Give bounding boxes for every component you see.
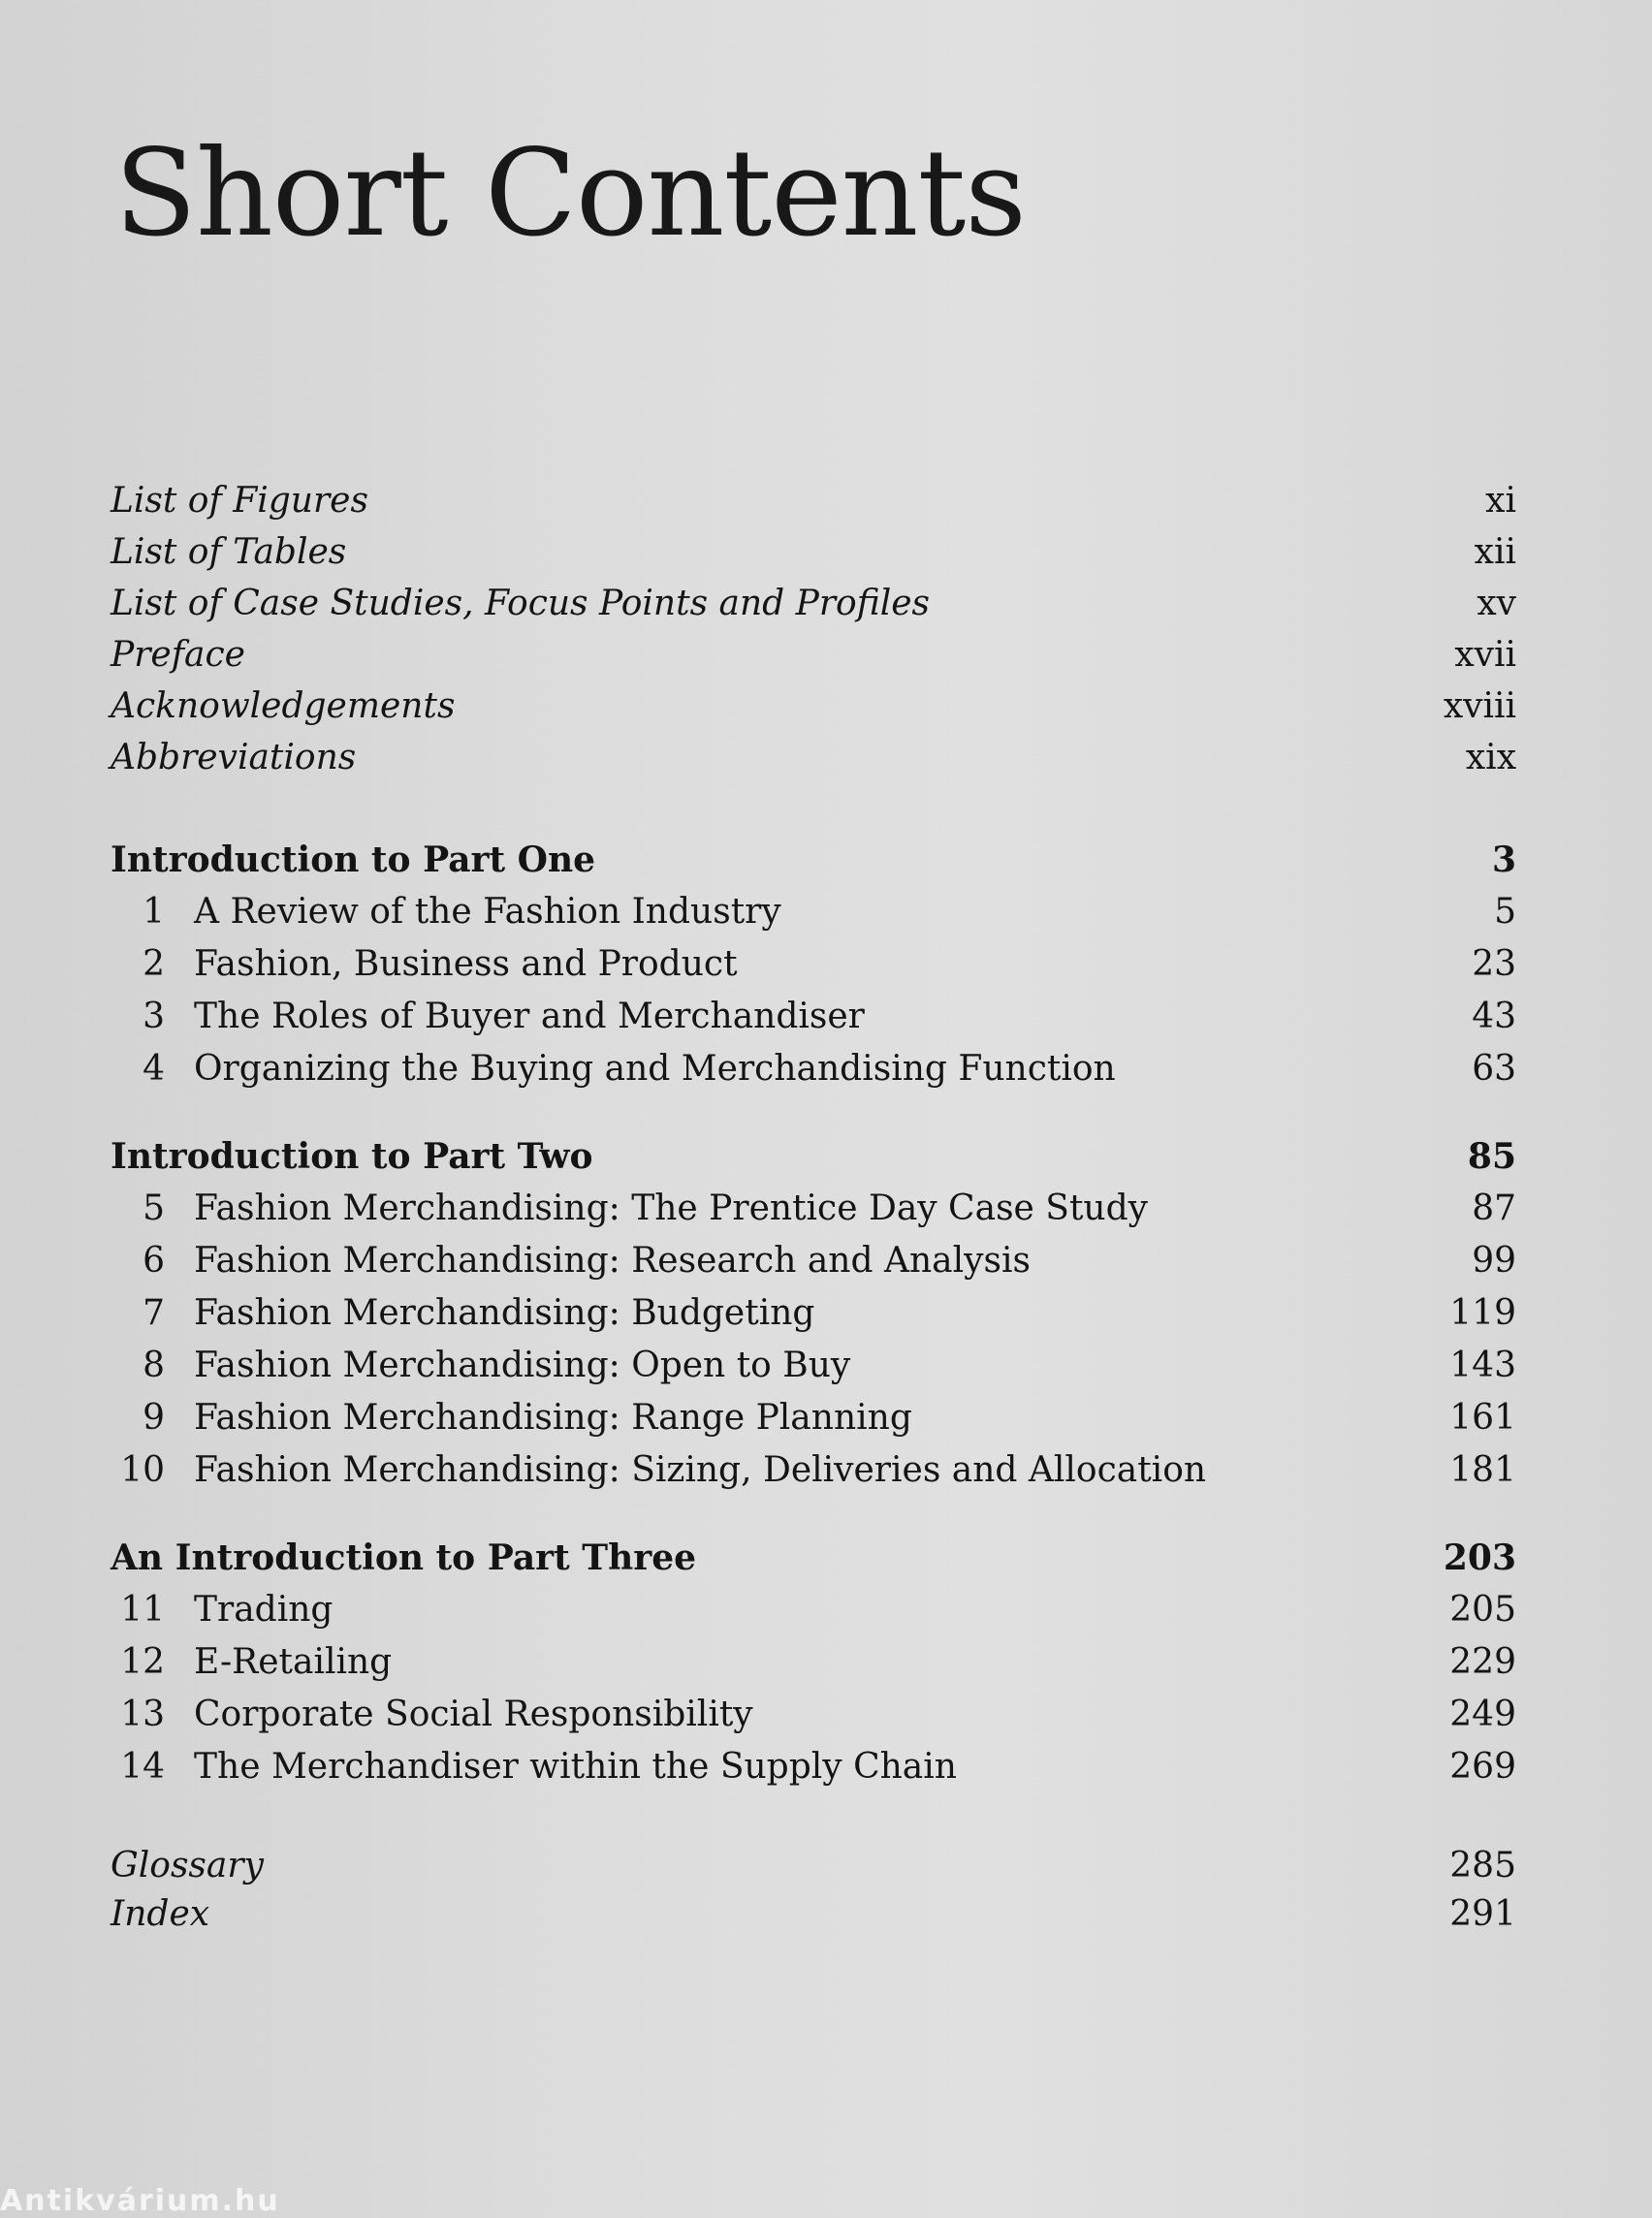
toc-chapter — [111, 1235, 1516, 1287]
toc-chapter-number: 12 — [120, 1642, 165, 1682]
toc-back-matter-item — [111, 1840, 1516, 1892]
toc-back-matter-item — [111, 1888, 1516, 1941]
toc-entry-label: Preface — [111, 635, 245, 675]
toc-page-number: 161 — [1449, 1398, 1516, 1438]
toc-chapter-title: A Review of the Fashion Industry — [194, 892, 781, 932]
toc-page-number: xi — [1485, 481, 1516, 521]
watermark: Antikvárium.hu — [0, 2184, 280, 2218]
toc-entry-label: List of Figures — [111, 481, 368, 521]
toc-page-number: xviii — [1443, 686, 1516, 726]
toc-entry-label: Abbreviations — [111, 738, 357, 777]
toc-chapter — [111, 1287, 1516, 1340]
toc-chapter-number: 7 — [143, 1293, 165, 1333]
toc-entry-label: Acknowledgements — [111, 686, 456, 726]
toc-chapter — [111, 1584, 1516, 1636]
toc-chapter-title: Fashion Merchandising: Range Planning — [194, 1398, 912, 1438]
toc-front-matter-item — [111, 475, 1516, 527]
toc-page-number: 23 — [1472, 944, 1516, 984]
toc-page-number: 285 — [1449, 1846, 1516, 1885]
toc-chapter-number: 13 — [120, 1695, 165, 1734]
toc-page-number: xix — [1465, 738, 1516, 777]
toc-page-number: 63 — [1472, 1049, 1516, 1089]
toc-chapter-title: Fashion Merchandising: Research and Analysis — [194, 1241, 1031, 1281]
toc-chapter-title: The Roles of Buyer and Merchandiser — [194, 997, 865, 1036]
toc-entry-label: Index — [111, 1894, 210, 1934]
toc-part-title: An Introduction to Part Three — [111, 1537, 697, 1578]
toc-part-heading — [111, 1532, 1516, 1584]
toc-front-matter-item — [111, 629, 1516, 681]
toc-page-number: 85 — [1467, 1136, 1516, 1177]
toc-part-title: Introduction to Part One — [111, 840, 596, 880]
toc-chapter-number: 5 — [143, 1188, 165, 1228]
toc-part-heading — [111, 1130, 1516, 1183]
toc-chapter-number: 6 — [143, 1241, 165, 1281]
toc-chapter-title: Fashion Merchandising: Sizing, Deliveries and Allocation — [194, 1450, 1207, 1490]
toc-chapter-number: 2 — [143, 944, 165, 984]
toc-chapter — [111, 1340, 1516, 1392]
toc-chapter — [111, 1392, 1516, 1444]
toc-page-number: xii — [1474, 532, 1516, 572]
toc-chapter — [111, 1636, 1516, 1689]
toc-chapter-number: 3 — [143, 997, 165, 1036]
toc-front-matter-item — [111, 526, 1516, 579]
toc-chapter — [111, 1043, 1516, 1095]
toc-chapter-title: Fashion Merchandising: Open to Buy — [194, 1346, 851, 1385]
toc-chapter — [111, 1741, 1516, 1793]
toc-chapter-title: Fashion Merchandising: Budgeting — [194, 1293, 815, 1333]
toc-chapter — [111, 1444, 1516, 1497]
toc-chapter — [111, 1183, 1516, 1235]
toc-chapter-title: Corporate Social Responsibility — [194, 1695, 753, 1734]
toc-part-title: Introduction to Part Two — [111, 1136, 593, 1177]
toc-page-number: 99 — [1472, 1241, 1516, 1281]
toc-chapter-number: 4 — [143, 1049, 165, 1089]
toc-page-number: xv — [1477, 584, 1516, 623]
toc-chapter-number: 10 — [120, 1450, 165, 1490]
toc-chapter-number: 8 — [143, 1346, 165, 1385]
toc-part-heading — [111, 834, 1516, 886]
toc-chapter-number: 14 — [120, 1747, 165, 1787]
toc-front-matter-item — [111, 681, 1516, 733]
toc-chapter-title: Trading — [194, 1590, 334, 1630]
toc-chapter-number: 11 — [120, 1590, 165, 1630]
toc-page-number: 119 — [1449, 1293, 1516, 1333]
toc-chapter — [111, 1689, 1516, 1741]
toc-chapter-title: The Merchandiser within the Supply Chain — [194, 1747, 957, 1787]
toc-chapter-number: 1 — [143, 892, 165, 932]
toc-page-number: 205 — [1449, 1590, 1516, 1630]
toc-entry-label: Glossary — [111, 1846, 264, 1885]
toc-chapter — [111, 991, 1516, 1043]
toc-chapter-title: E-Retailing — [194, 1642, 393, 1682]
toc-page-number: 43 — [1472, 997, 1516, 1036]
toc-page-number: 249 — [1449, 1695, 1516, 1734]
toc-page-number: 181 — [1449, 1450, 1516, 1490]
toc-page-number: 291 — [1449, 1894, 1516, 1934]
toc-page-number: 3 — [1491, 840, 1516, 880]
toc-chapter-number: 9 — [143, 1398, 165, 1438]
toc-entry-label: List of Tables — [111, 532, 347, 572]
toc-chapter-title: Fashion Merchandising: The Prentice Day Case Study — [194, 1188, 1148, 1228]
toc-chapter — [111, 938, 1516, 991]
toc-front-matter-item — [111, 578, 1516, 630]
toc-chapter-title: Organizing the Buying and Merchandising Function — [194, 1049, 1116, 1089]
toc-page-number: 143 — [1449, 1346, 1516, 1385]
toc-page-number: 203 — [1443, 1537, 1516, 1578]
toc-chapter-title: Fashion, Business and Product — [194, 944, 738, 984]
toc-page-number: xvii — [1454, 635, 1516, 675]
toc-page-number: 229 — [1449, 1642, 1516, 1682]
page-title: Short Contents — [114, 124, 1026, 264]
toc-front-matter-item — [111, 732, 1516, 784]
toc-chapter — [111, 886, 1516, 938]
toc-entry-label: List of Case Studies, Focus Points and Profiles — [111, 584, 931, 623]
toc-page-number: 269 — [1449, 1747, 1516, 1787]
toc-page-number: 5 — [1494, 892, 1516, 932]
toc-page-number: 87 — [1472, 1188, 1516, 1228]
